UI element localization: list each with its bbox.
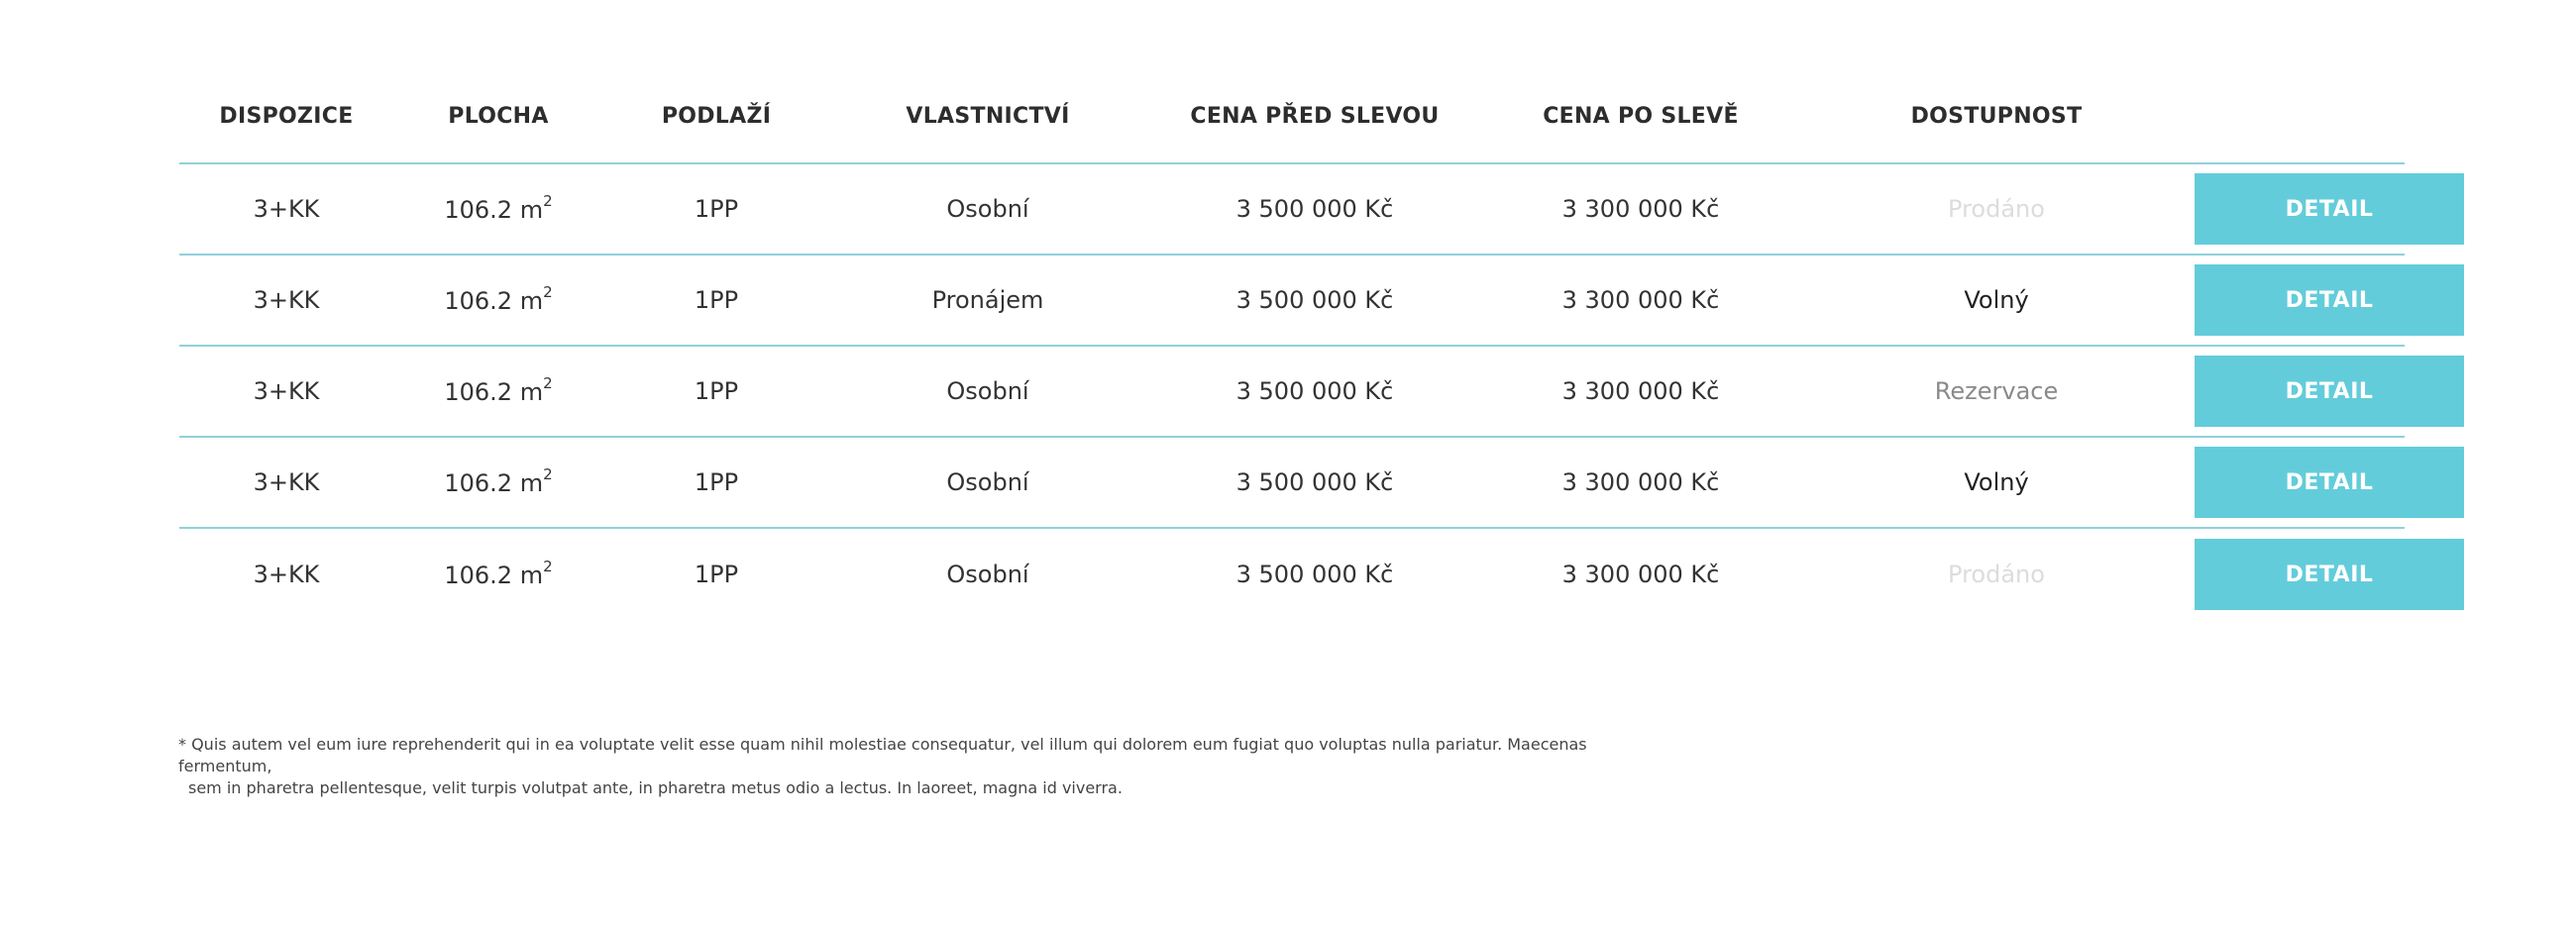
header-podlazi: PODLAŽÍ [661,103,772,129]
cell-cena-po: 3 300 000 Kč [1561,561,1720,588]
cell-dostupnost: Prodáno [1948,561,2045,588]
table-row [179,438,2405,529]
footnote-line-2: sem in pharetra pellentesque, velit turpis volutpat ante, in pharetra metus odio a lectus. In laoreet, magna id viverra. [188,778,1123,797]
cell-vlastnictvi: Osobní [946,561,1029,588]
detail-button[interactable]: DETAIL [2195,447,2464,518]
cell-plocha: 106.2 $m^2$ [444,191,553,224]
table-row [179,347,2405,438]
cell-action [2195,529,2464,620]
cell-vlastnictvi: Osobní [946,377,1029,405]
cell-vlastnictvi: Pronájem [931,286,1044,314]
cell-cena-po: 3 300 000 Kč [1561,195,1720,223]
detail-button[interactable]: DETAIL [2195,173,2464,245]
cell-dostupnost: Rezervace [1934,377,2059,405]
cell-cena-pred: 3 500 000 Kč [1235,377,1394,405]
footnote-line-1: * Quis autem vel eum iure reprehenderit qui in ea voluptate velit esse quam nihil molestiae consequatur, vel illum qui dolorem eum fugiat quo voluptas nulla pariatur. Maecenas fermentum, [178,735,1587,775]
cell-plocha: 106.2 $m^2$ [444,282,553,315]
table-row [179,529,2405,620]
footnote [178,734,1664,799]
cell-cena-po: 3 300 000 Kč [1561,377,1720,405]
cell-dispozice: 3+KK [253,561,320,588]
cell-cena-pred: 3 500 000 Kč [1235,286,1394,314]
header-cena-po-sleve: CENA PO SLEVĚ [1543,103,1739,129]
header-plocha: PLOCHA [448,103,549,129]
cell-dostupnost: Volný [1964,286,2029,314]
table-row [179,256,2405,347]
header-cena-pred-slevou: CENA PŘED SLEVOU [1190,103,1440,129]
cell-vlastnictvi: Osobní [946,195,1029,223]
cell-dispozice: 3+KK [253,195,320,223]
cell-podlazi: 1PP [694,377,739,405]
cell-action [2195,438,2464,527]
cell-dostupnost: Volný [1964,468,2029,496]
cell-cena-pred: 3 500 000 Kč [1235,561,1394,588]
cell-dispozice: 3+KK [253,286,320,314]
header-vlastnictvi: VLASTNICTVÍ [906,103,1070,129]
cell-dispozice: 3+KK [253,377,320,405]
cell-action [2195,256,2464,345]
table-header [179,69,2405,164]
cell-action [2195,164,2464,254]
header-dostupnost: DOSTUPNOST [1910,103,2083,129]
cell-plocha: 106.2 $m^2$ [444,373,553,406]
cell-podlazi: 1PP [694,195,739,223]
detail-button[interactable]: DETAIL [2195,264,2464,336]
cell-plocha: 106.2 $m^2$ [444,557,553,589]
cell-cena-po: 3 300 000 Kč [1561,286,1720,314]
cell-podlazi: 1PP [694,468,739,496]
cell-cena-pred: 3 500 000 Kč [1235,195,1394,223]
cell-plocha: 106.2 $m^2$ [444,464,553,497]
cell-dispozice: 3+KK [253,468,320,496]
cell-podlazi: 1PP [694,286,739,314]
cell-cena-pred: 3 500 000 Kč [1235,468,1394,496]
table-row [179,164,2405,256]
header-dispozice: DISPOZICE [219,103,354,129]
cell-dostupnost: Prodáno [1948,195,2045,223]
cell-podlazi: 1PP [694,561,739,588]
units-table [179,69,2405,620]
cell-action [2195,347,2464,436]
cell-cena-po: 3 300 000 Kč [1561,468,1720,496]
detail-button[interactable]: DETAIL [2195,539,2464,610]
cell-vlastnictvi: Osobní [946,468,1029,496]
detail-button[interactable]: DETAIL [2195,356,2464,427]
